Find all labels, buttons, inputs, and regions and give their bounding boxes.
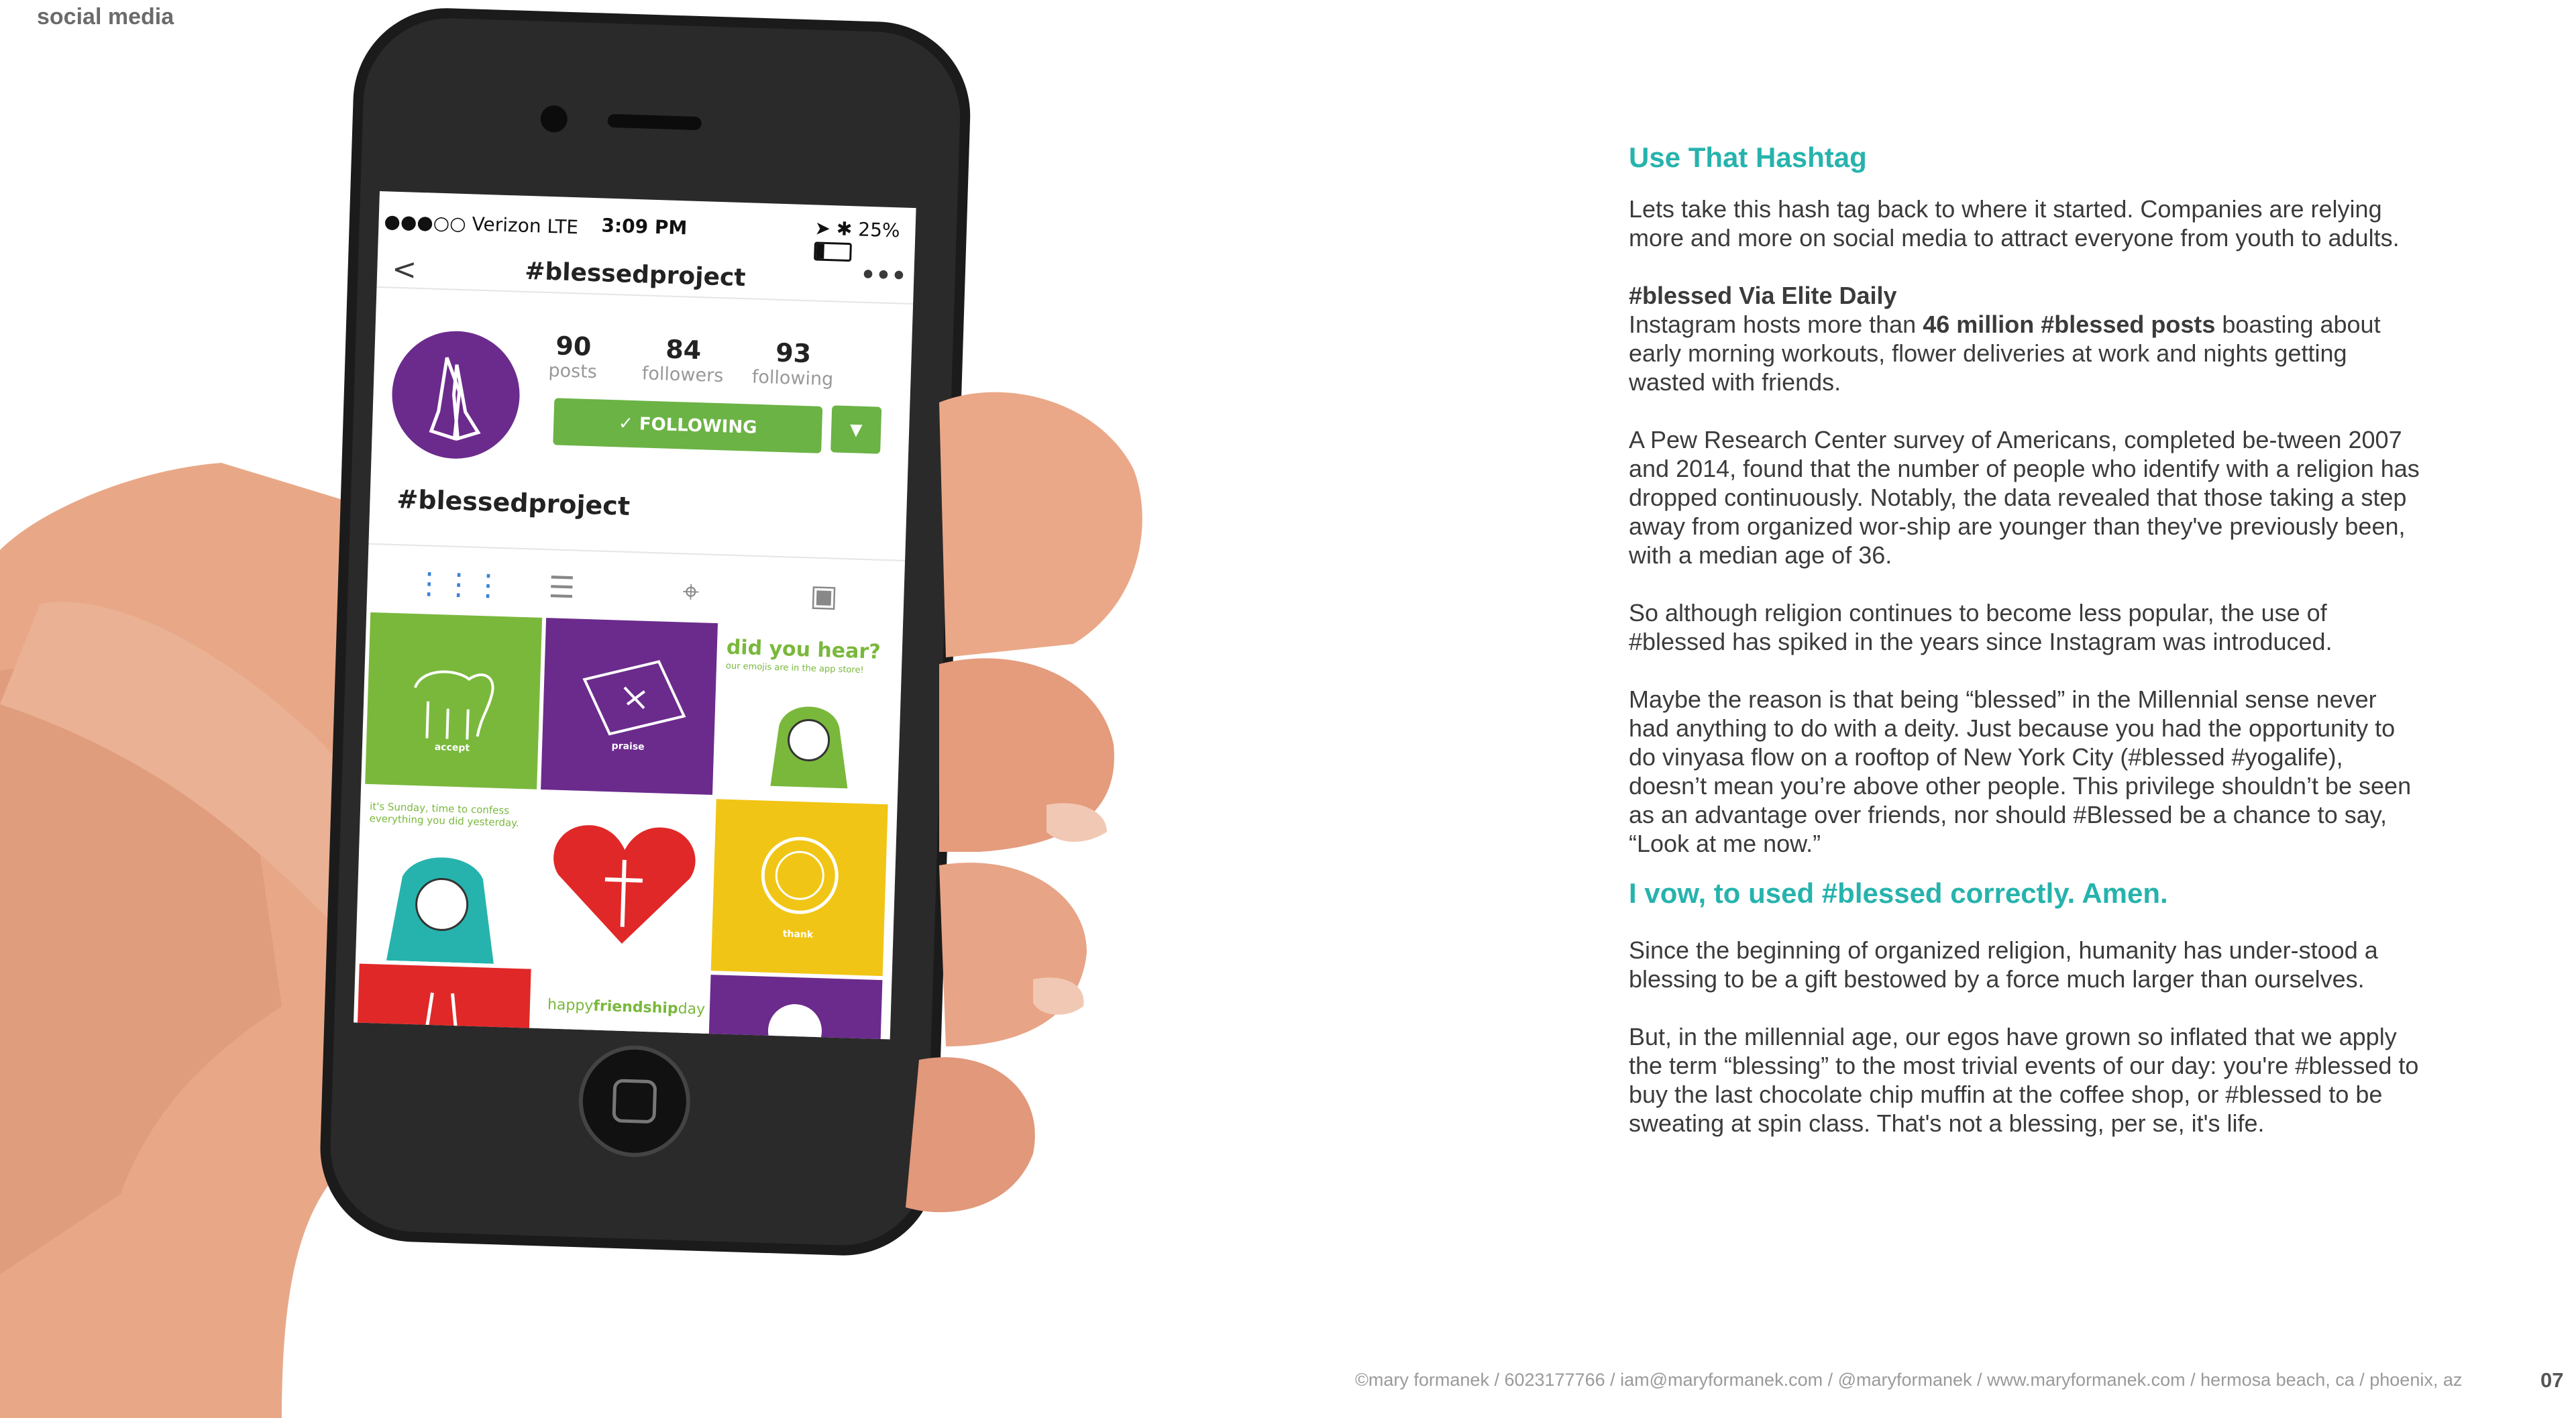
post-confess[interactable] [360,788,537,965]
profile-name: #blessedproject [396,484,631,521]
back-chevron-icon[interactable]: < [391,252,418,287]
tagged-photos-icon[interactable]: ▣ [809,578,839,614]
profile-title: #blessedproject [524,257,747,292]
post-did-you-hear[interactable] [716,623,894,800]
stat-followers[interactable] [629,333,737,387]
post-thank[interactable] [711,799,888,976]
paragraph-instagram-bold: 46 million #blessed posts [1923,311,2216,338]
friendship-happy: happy [547,996,594,1015]
bluetooth-icon: ✱ [836,217,853,241]
heading-i-vow: I vow, to used #blessed correctly. Amen. [1629,877,2168,909]
did-you-hear-title: did you hear? [726,635,881,664]
location-pin-icon[interactable]: ⌖ [682,574,700,610]
stat-following-label: following [751,366,834,390]
avatar[interactable] [390,329,522,461]
post-heart-cross[interactable] [535,794,712,971]
hand-holding-phone [0,0,1154,1418]
phone-screen [354,191,916,1040]
section-label: social media [37,4,174,30]
post-thank-caption: thank [782,928,814,940]
did-you-hear-subtitle: our emojis are in the app store! [725,661,864,676]
praying-hands-icon [390,329,522,461]
paragraph-millennial-age: But, in the millennial age, our egos have grown so inflated that we apply the term “blessing” to the most trivial events of our day: you're #blessed to buy the last chocolate chip muffin at the coffee shop, or #blessed to be sweating at spin class. That's not a blessing, per se, it's life. [1629,1023,2419,1137]
paragraph-instagram-a: Instagram hosts more than [1629,311,1923,338]
friendship-day: day [678,1000,706,1018]
page-number: 07 [2540,1368,2564,1392]
friendship-word: friendship [592,997,679,1018]
stat-posts-label: posts [548,360,598,383]
nun-confess-icon [360,788,537,965]
lamb-icon [365,612,542,789]
paragraph-millennial-sense: Maybe the reason is that being “blessed” in the Millennial sense never had anything to do with a deity. Just because you had the opportunity to do vinyasa flow on a rooftop of New York City (#blessed #yogalife), doesn’t mean you’re above other people. This privilege shouldn’t be seen as an advantage over friends, nor should #Blessed be a chance to say, “Look at me now.” [1629,686,2412,857]
stat-following-number: 93 [775,337,812,369]
paragraph-intro: Lets take this hash tag back to where it started. Companies are relying more and more on social media to attract everyone from youth to adults. [1629,195,2400,252]
stat-followers-number: 84 [665,334,702,366]
subheading-elite-daily: #blessed Via Elite Daily [1629,282,1897,309]
more-options-icon[interactable]: ••• [859,261,908,290]
post-jesus[interactable] [706,975,883,1039]
stat-following[interactable] [739,337,847,390]
bible-icon [541,618,718,795]
paragraph-instagram-c: boasting about early morning workouts, flower deliveries at work and nights getting wasted with friends. [1629,311,2381,396]
article-column [1629,141,2420,1138]
heading-use-that-hashtag: Use That Hashtag [1629,142,1867,173]
battery-percent: 25% [857,218,901,242]
list-view-icon[interactable]: ☰ [547,570,576,606]
post-accept[interactable] [365,612,542,789]
paragraph-religion-less-popular: So although religion continues to become less popular, the use of #blessed has spiked in the years since Instagram was introduced. [1629,599,2332,655]
footer-contact: ©mary formanek / 6023177766 / iam@maryformanek.com / @maryformanek / www.maryformanek.com / hermosa beach, ca / phoenix, az [1355,1370,2463,1390]
stat-followers-label: followers [641,363,724,387]
friendship-day-text [547,996,706,1018]
paragraph-organized-religion: Since the beginning of organized religion, humanity has under-stood a blessing to be a gift bestowed by a force much larger than ourselves. [1629,936,2378,993]
following-button[interactable]: ✓ FOLLOWING [553,398,822,453]
follow-dropdown-button[interactable]: ▼ [830,405,881,453]
post-accept-caption: accept [434,741,470,754]
post-praise[interactable] [541,618,718,795]
heart-cross-icon [535,794,712,971]
post-praise-caption: praise [611,741,645,753]
paragraph-instagram [1629,310,2420,396]
nun-emoji-icon [716,623,894,800]
confess-caption: it's Sunday, time to confess everything you did yesterday. [369,800,519,829]
jesus-face-icon [706,975,883,1039]
grid-view-icon[interactable]: ⋮⋮⋮ [413,565,504,604]
location-icon: ➤ [814,217,831,240]
crown-of-thorns-icon [711,799,888,976]
clock: 3:09 PM [601,214,688,239]
post-friendship-day[interactable] [530,969,707,1040]
stat-posts-number: 90 [555,331,592,362]
stat-posts[interactable] [519,330,627,384]
paragraph-pew-research: A Pew Research Center survey of Americans, completed be-tween 2007 and 2014, found that the number of people who identify with a religion has dropped continuously. Notably, the data revealed that those taking a step away from organized wor-ship are younger than they've previously been, with a median age of 36. [1629,426,2420,569]
carrier-label: ●●●○○ Verizon LTE [384,210,579,239]
